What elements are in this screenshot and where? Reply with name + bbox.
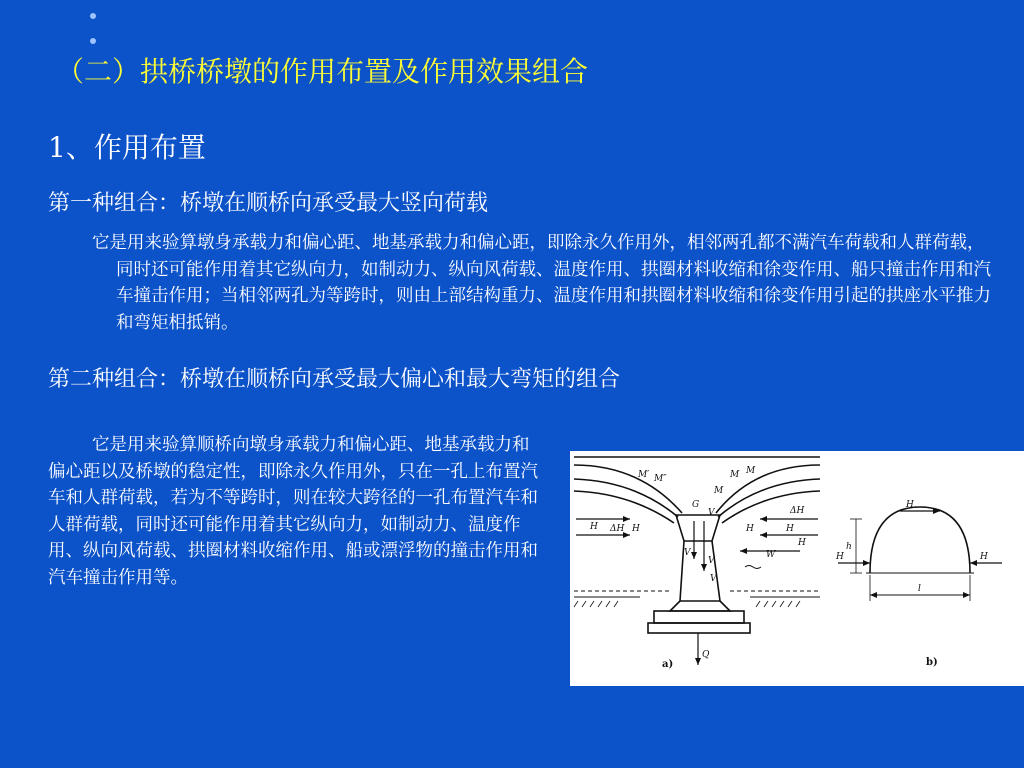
label-g: G <box>692 500 700 510</box>
section-heading: 1、作用布置 <box>48 131 206 164</box>
label-h-4: H <box>786 524 794 534</box>
combo2-body: 它是用来验算顺桥向墩身承载力和偏心距、地基承载力和偏心距以及桥墩的稳定性，即除永久作用外，只在一孔上布置汽车和人群荷载，若为不等跨时，则在较大跨径的一孔布置汽车和人群荷载，同时还可能作用着其它纵向力，如制动力、温度作用、纵向风荷载、拱圈材料收缩作用、船或漂浮物的撞击作用和汽车撞击作用等。 <box>48 435 538 588</box>
label-m-prime-1: M′ <box>638 470 650 480</box>
label-m-3: M <box>714 486 724 496</box>
figure-label-a: a) <box>662 659 674 670</box>
label-v-4: V <box>710 574 717 584</box>
pier-diagram-svg <box>570 451 1024 686</box>
combo1-body: 它是用来验算墩身承载力和偏心距、地基承载力和偏心距，即除永久作用外，相邻两孔都不满汽车荷载和人群荷载，同时还可能作用着其它纵向力，如制动力、纵向风荷载、温度作用、拱圈材料收缩和徐变作用、船只撞击作用和汽车撞击作用；当相邻两孔为等跨时，则由上部结构重力、温度作用和拱圈材料收缩和徐变作用引起的拱座水平推力和弯矩相抵销。 <box>92 233 991 333</box>
label-v-2: V <box>684 548 691 558</box>
label-m-1: M <box>730 470 740 480</box>
label-h-1: H <box>590 522 598 532</box>
label-ht-left: H <box>836 552 844 562</box>
label-m-prime-2: M″ <box>654 474 667 484</box>
label-m-2: M <box>746 466 756 476</box>
label-ht-right: H <box>980 552 988 562</box>
label-dh-left: ΔH <box>610 524 625 534</box>
combo1-heading: 第一种组合：桥墩在顺桥向承受最大竖向荷载 <box>48 191 489 216</box>
combo2-heading: 第二种组合：桥墩在顺桥向承受最大偏心和最大弯矩的组合 <box>48 367 621 392</box>
label-h-2: H <box>632 524 640 534</box>
label-v-1: V <box>708 508 715 518</box>
pier-load-diagram <box>570 451 1024 686</box>
label-h-top: H <box>906 500 914 510</box>
label-h-height: h <box>846 542 852 552</box>
label-q: Q <box>702 650 710 660</box>
label-w: W <box>766 550 776 560</box>
label-h-5: H <box>798 538 806 548</box>
label-v-3: V <box>708 556 715 566</box>
label-dh-right: ΔH <box>790 506 805 516</box>
figure-label-b: b) <box>926 657 938 668</box>
slide-title: （二）拱桥桥墩的作用布置及作用效果组合 <box>56 55 589 88</box>
label-h-3: H <box>746 524 754 534</box>
label-l: l <box>918 584 921 594</box>
